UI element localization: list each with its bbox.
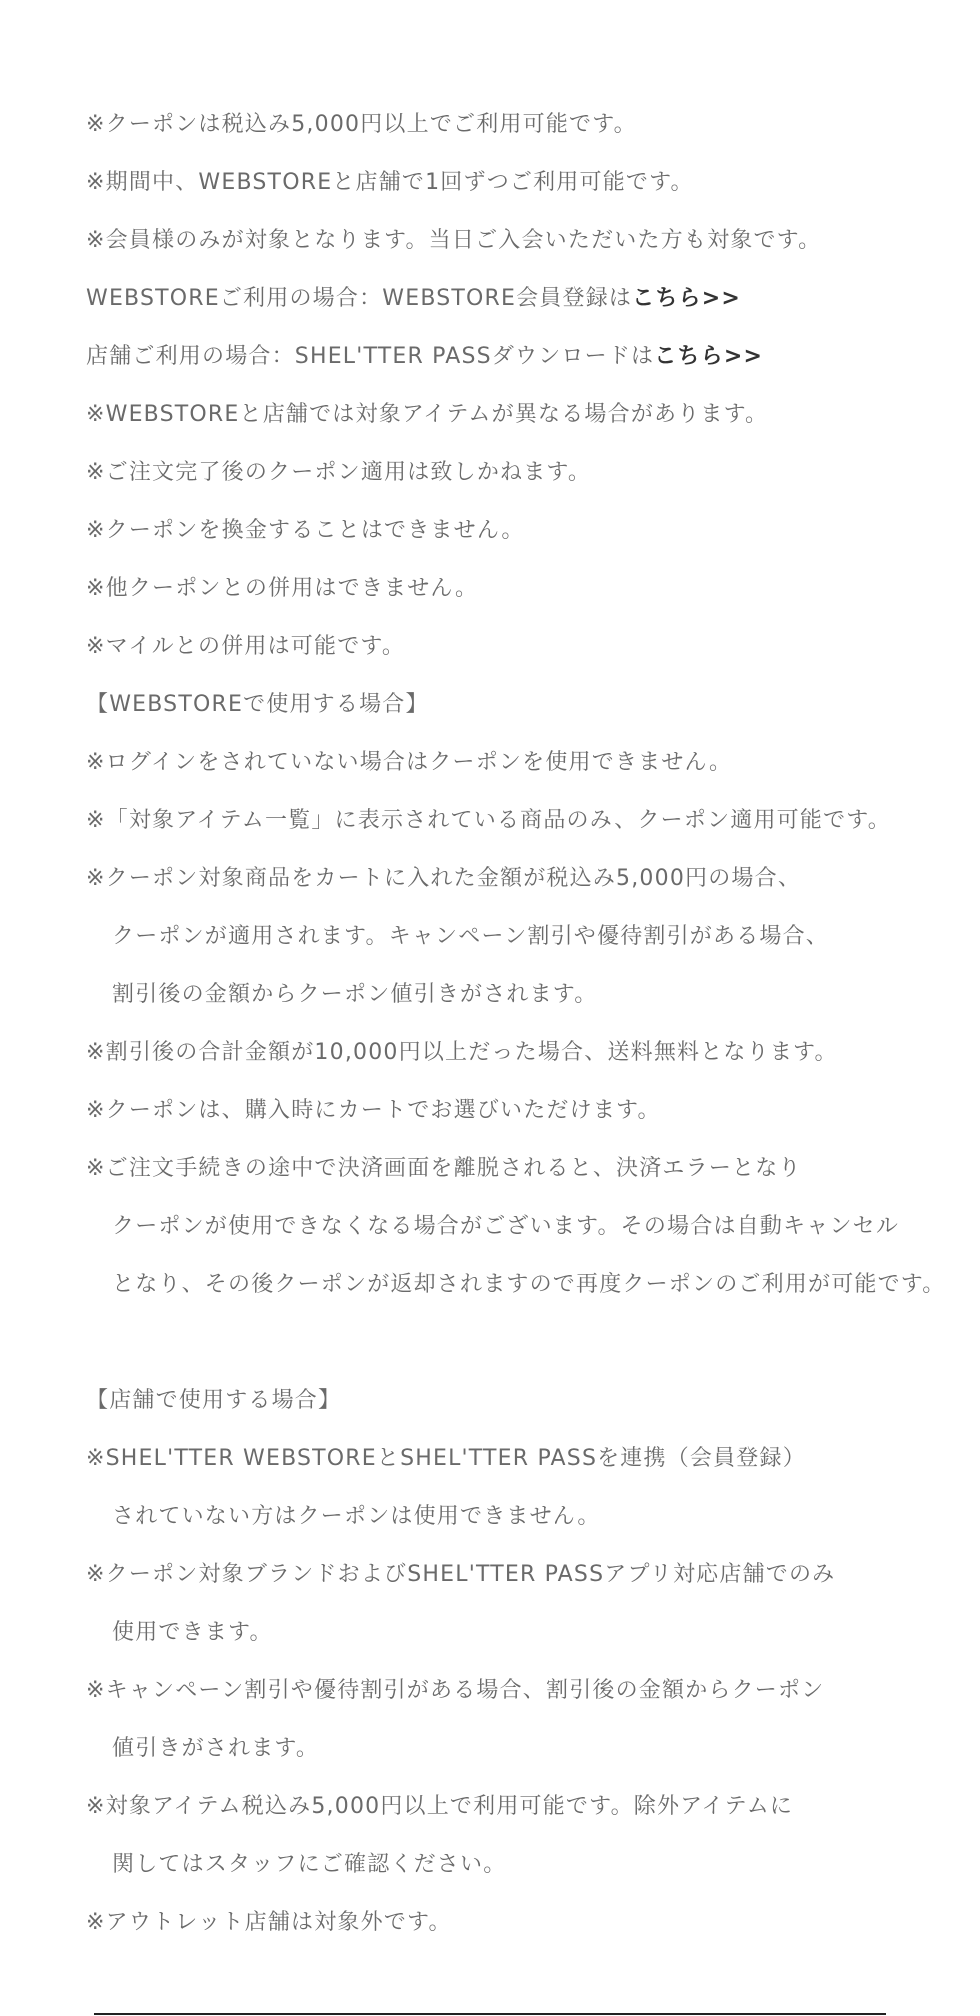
webstore-note: ※クーポン対象商品をカートに入れた金額が税込み5,000円の場合、: [86, 866, 802, 891]
note-no-cash: ※クーポンを換金することはできません。: [86, 518, 525, 543]
webstore-note: ※ログインをされていない場合はクーポンを使用できません。: [86, 750, 733, 775]
webstore-note-continued: クーポンが適用されます。キャンペーン割引や優待割引がある場合、: [112, 924, 830, 949]
coupon-notes: [86, 106, 966, 1946]
note-members-only: ※会員様のみが対象となります。当日ご入会いただいた方も対象です。: [86, 228, 822, 253]
webstore-signup-line: [86, 280, 966, 338]
note-miles-ok: ※マイルとの併用は可能です。: [86, 634, 406, 659]
store-section-heading: 【店舗で使用する場合】: [86, 1388, 342, 1413]
store-note-continued: 使用できます。: [112, 1620, 273, 1645]
store-note-continued: 関してはスタッフにご確認ください。: [112, 1852, 507, 1877]
app-download-link[interactable]: こちら>>: [654, 344, 764, 369]
bottom-divider: [94, 2013, 886, 2015]
webstore-note: ※ご注文手続きの途中で決済画面を離脱されると、決済エラーとなり: [86, 1156, 802, 1181]
webstore-note-continued: となり、その後クーポンが返却されますので再度クーポンのご利用が可能です。: [112, 1272, 946, 1297]
webstore-note: ※クーポンは、購入時にカートでお選びいただけます。: [86, 1098, 661, 1123]
app-download-text: 店舗ご利用の場合：SHEL'TTER PASSダウンロードは: [86, 344, 655, 369]
store-note: ※SHEL'TTER WEBSTOREとSHEL'TTER PASSを連携（会員登録）: [86, 1446, 806, 1471]
note-no-combine: ※他クーポンとの併用はできません。: [86, 576, 479, 601]
store-note: ※クーポン対象ブランドおよびSHEL'TTER PASSアプリ対応店舗でのみ: [86, 1562, 836, 1587]
note-no-after-order: ※ご注文完了後のクーポン適用は致しかねます。: [86, 460, 592, 485]
note-once-each: ※期間中、WEBSTOREと店舗で1回ずつご利用可能です。: [86, 170, 694, 195]
webstore-note-continued: 割引後の金額からクーポン値引きがされます。: [112, 982, 598, 1007]
note-min-purchase: ※クーポンは税込み5,000円以上でご利用可能です。: [86, 112, 637, 137]
store-note: ※対象アイテム税込み5,000円以上で利用可能です。除外アイテムに: [86, 1794, 794, 1819]
webstore-note-continued: クーポンが使用できなくなる場合がございます。その場合は自動キャンセル: [112, 1214, 900, 1239]
store-note: ※キャンペーン割引や優待割引がある場合、割引後の金額からクーポン: [86, 1678, 825, 1703]
section-spacer: [86, 1324, 966, 1382]
webstore-note: ※「対象アイテム一覧」に表示されている商品のみ、クーポン適用可能です。: [86, 808, 891, 833]
app-download-line: [86, 338, 966, 396]
webstore-section-heading: 【WEBSTOREで使用する場合】: [86, 692, 429, 717]
store-note-continued: 値引きがされます。: [112, 1736, 320, 1761]
note-items-differ: ※WEBSTOREと店舗では対象アイテムが異なる場合があります。: [86, 402, 769, 427]
webstore-note: ※割引後の合計金額が10,000円以上だった場合、送料無料となります。: [86, 1040, 838, 1065]
store-note-continued: されていない方はクーポンは使用できません。: [112, 1504, 601, 1529]
webstore-signup-text: WEBSTOREご利用の場合：WEBSTORE会員登録は: [86, 286, 633, 311]
store-note: ※アウトレット店舗は対象外です。: [86, 1910, 452, 1935]
webstore-signup-link[interactable]: こちら>>: [632, 286, 742, 311]
